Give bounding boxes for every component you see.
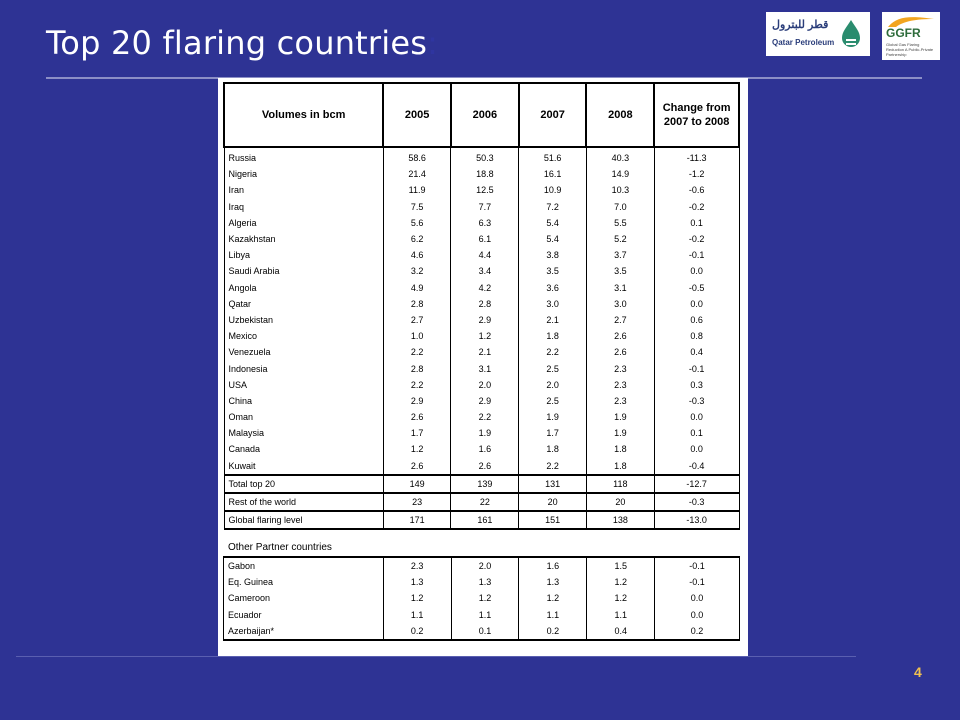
value-cell: 6.3 [451, 215, 519, 231]
flaring-table [223, 82, 740, 530]
value-cell: 2.6 [383, 409, 451, 425]
country-cell: Rest of the world [224, 493, 383, 511]
table-row [224, 360, 739, 376]
slide-title [46, 24, 438, 62]
value-cell: 1.9 [586, 409, 654, 425]
table-header-row [224, 83, 739, 147]
value-cell: 7.7 [451, 199, 519, 215]
value-cell: -0.1 [654, 360, 739, 376]
table-row [224, 511, 739, 529]
value-cell: 0.2 [383, 623, 451, 640]
value-cell: 0.3 [654, 377, 739, 393]
slide-title-suffix: : [427, 24, 439, 62]
value-cell: 1.1 [451, 607, 519, 623]
table-row [224, 263, 739, 279]
value-cell: -11.3 [654, 147, 739, 166]
value-cell: 2.7 [586, 312, 654, 328]
country-cell: China [224, 393, 383, 409]
value-cell: 6.1 [451, 231, 519, 247]
value-cell: -0.1 [655, 574, 740, 590]
value-cell: 21.4 [383, 166, 451, 182]
value-cell: -0.2 [654, 199, 739, 215]
value-cell: 58.6 [383, 147, 451, 166]
ggfr-logo-subtext: Global Gas Flaring Reduction A Public-Private Partnership [886, 42, 934, 57]
value-cell: 16.1 [519, 166, 587, 182]
value-cell: 12.5 [451, 182, 519, 198]
value-cell: 1.6 [519, 557, 587, 574]
table-row [224, 557, 740, 574]
value-cell: 7.0 [586, 199, 654, 215]
qp-logo-english: Qatar Petroleum [772, 38, 835, 47]
value-cell: 2.5 [519, 393, 587, 409]
table-row [224, 280, 739, 296]
table-row [224, 182, 739, 198]
value-cell: 0.0 [654, 441, 739, 457]
partner-table-body [224, 557, 740, 640]
value-cell: 10.3 [586, 182, 654, 198]
table-row [224, 493, 739, 511]
value-cell: 1.2 [451, 328, 519, 344]
value-cell: 3.8 [519, 247, 587, 263]
country-cell: Malaysia [224, 425, 383, 441]
value-cell: 51.6 [519, 147, 587, 166]
country-cell: Eq. Guinea [224, 574, 384, 590]
value-cell: 0.4 [587, 623, 655, 640]
value-cell: -0.4 [654, 458, 739, 475]
country-cell: Global flaring level [224, 511, 383, 529]
table-row [224, 590, 740, 606]
value-cell: 5.4 [519, 231, 587, 247]
value-cell: 0.2 [519, 623, 587, 640]
country-cell: Kazakhstan [224, 231, 383, 247]
value-cell: 131 [519, 475, 587, 493]
value-cell: 1.8 [586, 441, 654, 457]
value-cell: 2.1 [451, 344, 519, 360]
country-cell: Indonesia [224, 360, 383, 376]
value-cell: 22 [451, 493, 519, 511]
value-cell: 1.9 [586, 425, 654, 441]
table-row [224, 328, 739, 344]
value-cell: -1.2 [654, 166, 739, 182]
value-cell: 40.3 [586, 147, 654, 166]
country-cell: Libya [224, 247, 383, 263]
value-cell: 0.8 [654, 328, 739, 344]
table-row [224, 312, 739, 328]
value-cell: 3.7 [586, 247, 654, 263]
value-cell: 2.8 [451, 296, 519, 312]
value-cell: 0.4 [654, 344, 739, 360]
value-cell: 2.6 [586, 328, 654, 344]
header-cell: 2006 [451, 83, 519, 147]
country-cell: Angola [224, 280, 383, 296]
partner-table [223, 556, 740, 641]
table-row [224, 344, 739, 360]
value-cell: 1.8 [519, 328, 587, 344]
country-cell: Canada [224, 441, 383, 457]
country-cell: Oman [224, 409, 383, 425]
value-cell: 2.9 [383, 393, 451, 409]
value-cell: 5.4 [519, 215, 587, 231]
value-cell: 118 [586, 475, 654, 493]
value-cell: 1.1 [587, 607, 655, 623]
country-cell: Iran [224, 182, 383, 198]
value-cell: 0.6 [654, 312, 739, 328]
qatar-petroleum-logo [766, 12, 870, 56]
table-row [224, 147, 739, 166]
header-cell: Volumes in bcm [224, 83, 383, 147]
value-cell: 1.1 [519, 607, 587, 623]
table-row [224, 377, 739, 393]
header-cell: 2008 [586, 83, 654, 147]
value-cell: -0.3 [654, 393, 739, 409]
value-cell: 18.8 [451, 166, 519, 182]
value-cell: 2.3 [586, 360, 654, 376]
value-cell: 2.8 [383, 360, 451, 376]
table-row [224, 215, 739, 231]
header-cell: 2007 [519, 83, 587, 147]
value-cell: 2.2 [519, 458, 587, 475]
value-cell: 20 [586, 493, 654, 511]
value-cell: 4.2 [451, 280, 519, 296]
country-cell: Cameroon [224, 590, 384, 606]
value-cell: 0.0 [654, 296, 739, 312]
table-row [224, 574, 740, 590]
table-row [224, 199, 739, 215]
value-cell: 2.3 [383, 557, 451, 574]
flaring-table-image [218, 78, 748, 656]
country-cell: Saudi Arabia [224, 263, 383, 279]
table-row [224, 296, 739, 312]
slide-title-text: Top 20 flaring countries [46, 24, 428, 62]
page-number: 4 [914, 664, 922, 680]
country-cell: Mexico [224, 328, 383, 344]
value-cell: 2.9 [451, 393, 519, 409]
value-cell: -0.2 [654, 231, 739, 247]
value-cell: 1.3 [383, 574, 451, 590]
value-cell: 2.0 [451, 377, 519, 393]
value-cell: 3.5 [519, 263, 587, 279]
value-cell: 2.2 [451, 409, 519, 425]
table-row [224, 393, 739, 409]
value-cell: 2.6 [451, 458, 519, 475]
value-cell: 1.9 [519, 409, 587, 425]
qp-logo-arabic: قطر للبترول [772, 19, 829, 31]
value-cell: 5.2 [586, 231, 654, 247]
value-cell: 1.2 [519, 590, 587, 606]
value-cell: 139 [451, 475, 519, 493]
value-cell: 171 [383, 511, 451, 529]
country-cell: Russia [224, 147, 383, 166]
value-cell: 1.0 [383, 328, 451, 344]
value-cell: 2.3 [586, 377, 654, 393]
table-row [224, 231, 739, 247]
value-cell: 1.8 [519, 441, 587, 457]
value-cell: 1.5 [587, 557, 655, 574]
country-cell: Algeria [224, 215, 383, 231]
value-cell: 1.9 [451, 425, 519, 441]
value-cell: 2.2 [383, 377, 451, 393]
value-cell: 2.2 [383, 344, 451, 360]
country-cell: Gabon [224, 557, 384, 574]
value-cell: 0.1 [654, 215, 739, 231]
value-cell: 1.2 [451, 590, 519, 606]
value-cell: 3.5 [586, 263, 654, 279]
value-cell: 3.0 [519, 296, 587, 312]
value-cell: 1.6 [451, 441, 519, 457]
value-cell: 23 [383, 493, 451, 511]
value-cell: 161 [451, 511, 519, 529]
value-cell: 7.5 [383, 199, 451, 215]
country-cell: Azerbaijan* [224, 623, 384, 640]
value-cell: 0.1 [451, 623, 519, 640]
value-cell: 2.3 [586, 393, 654, 409]
table-row [224, 458, 739, 475]
table-row [224, 607, 740, 623]
value-cell: 1.1 [383, 607, 451, 623]
table-row [224, 475, 739, 493]
value-cell: 1.8 [586, 458, 654, 475]
header-cell: Change from 2007 to 2008 [654, 83, 739, 147]
country-cell: Total top 20 [224, 475, 383, 493]
country-cell: Kuwait [224, 458, 383, 475]
value-cell: 1.2 [587, 590, 655, 606]
country-cell: Nigeria [224, 166, 383, 182]
value-cell: 2.6 [586, 344, 654, 360]
country-cell: Venezuela [224, 344, 383, 360]
footer-divider [16, 656, 856, 657]
value-cell: 7.2 [519, 199, 587, 215]
value-cell: 0.0 [654, 409, 739, 425]
value-cell: 2.2 [519, 344, 587, 360]
value-cell: 50.3 [451, 147, 519, 166]
country-cell: USA [224, 377, 383, 393]
value-cell: 2.6 [383, 458, 451, 475]
value-cell: 2.8 [383, 296, 451, 312]
value-cell: 1.3 [451, 574, 519, 590]
country-cell: Iraq [224, 199, 383, 215]
table-row [224, 623, 740, 640]
value-cell: 0.0 [654, 263, 739, 279]
value-cell: 14.9 [586, 166, 654, 182]
value-cell: 0.1 [654, 425, 739, 441]
value-cell: 3.1 [451, 360, 519, 376]
value-cell: 2.1 [519, 312, 587, 328]
value-cell: 1.3 [519, 574, 587, 590]
country-cell: Uzbekistan [224, 312, 383, 328]
value-cell: 2.5 [519, 360, 587, 376]
ggfr-logo-text: GGFR [886, 26, 921, 40]
value-cell: 4.4 [451, 247, 519, 263]
ggfr-logo [882, 12, 940, 60]
value-cell: -12.7 [654, 475, 739, 493]
value-cell: 20 [519, 493, 587, 511]
value-cell: -0.1 [654, 247, 739, 263]
value-cell: 5.5 [586, 215, 654, 231]
value-cell: -0.1 [655, 557, 740, 574]
value-cell: -0.6 [654, 182, 739, 198]
value-cell: 0.0 [655, 590, 740, 606]
country-cell: Qatar [224, 296, 383, 312]
country-cell: Ecuador [224, 607, 384, 623]
value-cell: 1.7 [519, 425, 587, 441]
value-cell: 2.0 [451, 557, 519, 574]
table-row [224, 425, 739, 441]
value-cell: 3.2 [383, 263, 451, 279]
qp-drop-icon [838, 18, 864, 50]
value-cell: 2.9 [451, 312, 519, 328]
value-cell: 0.0 [655, 607, 740, 623]
value-cell: 4.9 [383, 280, 451, 296]
table-body [224, 147, 739, 529]
value-cell: 11.9 [383, 182, 451, 198]
table-row [224, 247, 739, 263]
value-cell: 138 [586, 511, 654, 529]
table-row [224, 441, 739, 457]
value-cell: 2.7 [383, 312, 451, 328]
value-cell: 1.2 [587, 574, 655, 590]
value-cell: 3.6 [519, 280, 587, 296]
table-row [224, 409, 739, 425]
value-cell: 5.6 [383, 215, 451, 231]
value-cell: 10.9 [519, 182, 587, 198]
value-cell: 6.2 [383, 231, 451, 247]
value-cell: -0.3 [654, 493, 739, 511]
value-cell: 151 [519, 511, 587, 529]
value-cell: -13.0 [654, 511, 739, 529]
value-cell: 0.2 [655, 623, 740, 640]
value-cell: 2.0 [519, 377, 587, 393]
header-cell: 2005 [383, 83, 451, 147]
partner-caption: Other Partner countries [228, 542, 332, 553]
value-cell: 3.4 [451, 263, 519, 279]
value-cell: 1.2 [383, 441, 451, 457]
value-cell: 1.7 [383, 425, 451, 441]
value-cell: 1.2 [383, 590, 451, 606]
value-cell: 3.0 [586, 296, 654, 312]
value-cell: -0.5 [654, 280, 739, 296]
value-cell: 149 [383, 475, 451, 493]
value-cell: 4.6 [383, 247, 451, 263]
table-row [224, 166, 739, 182]
value-cell: 3.1 [586, 280, 654, 296]
